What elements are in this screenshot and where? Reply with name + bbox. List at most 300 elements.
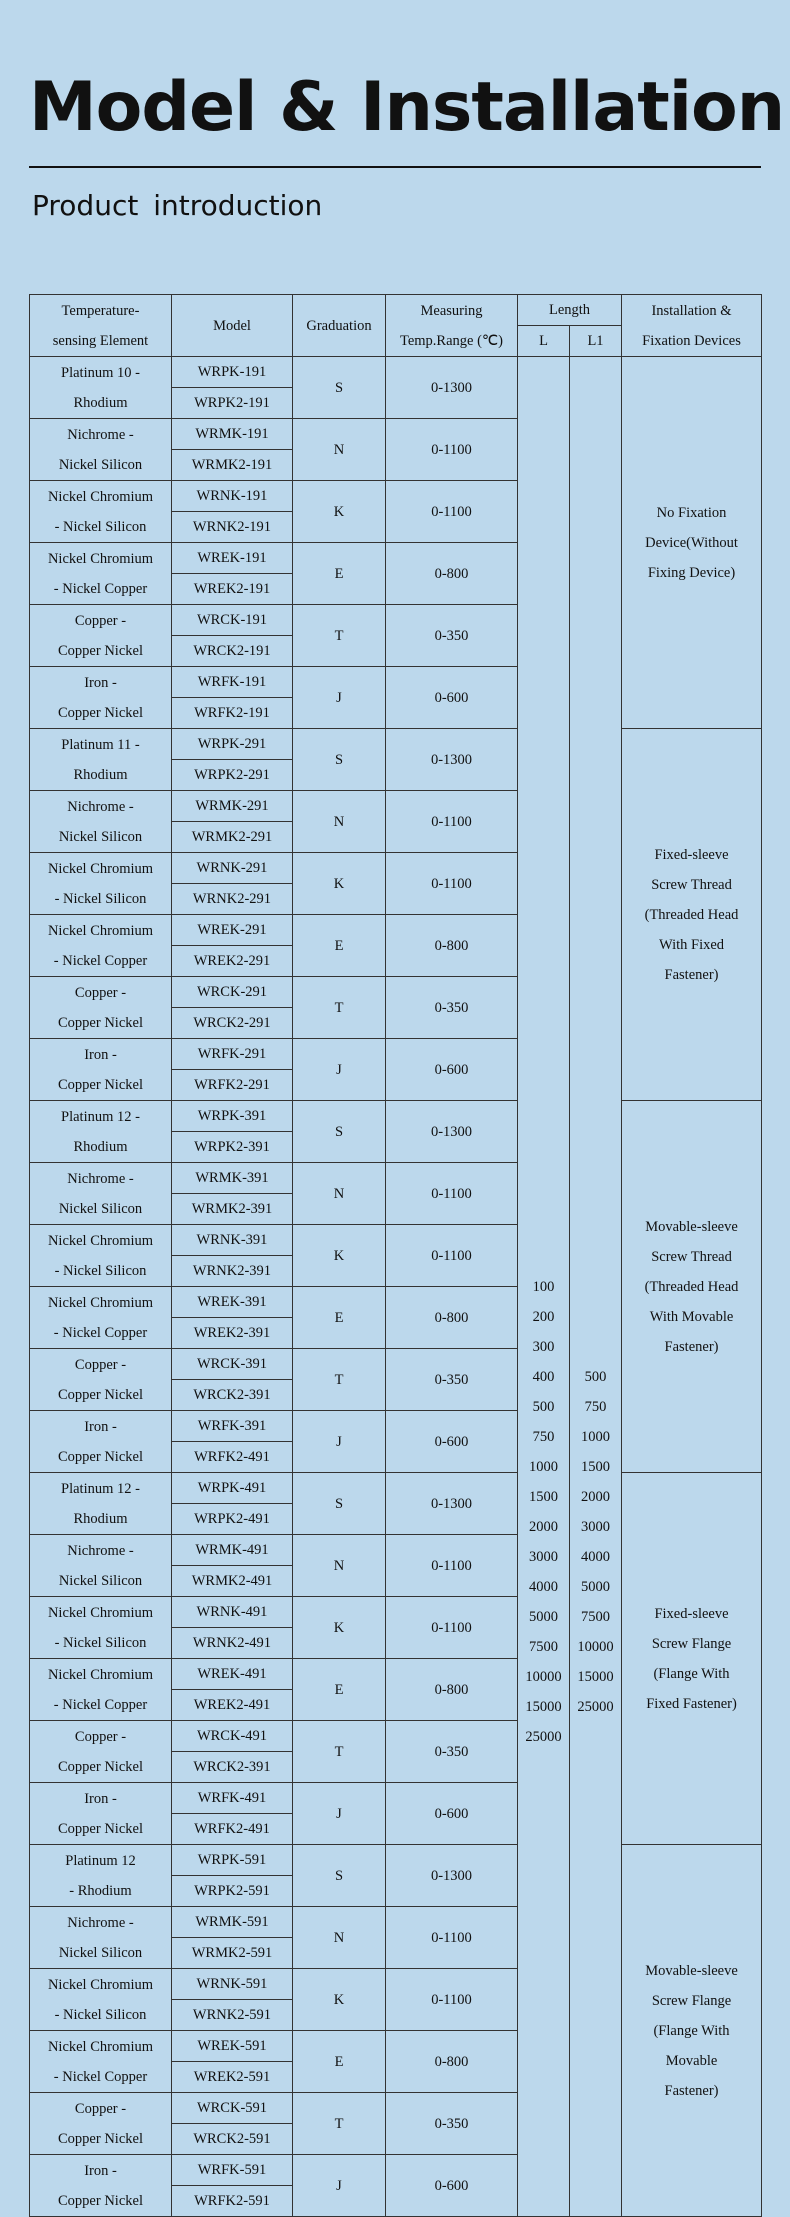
installation-line: Fixed Fastener) <box>646 1695 737 1712</box>
model-cell: WRMK2-191 <box>172 450 293 481</box>
graduation-cell: E <box>293 915 386 977</box>
model-cell: WRMK2-391 <box>172 1194 293 1225</box>
element-line: Nickel Chromium <box>47 922 154 939</box>
model-cell: WRNK-191 <box>172 481 293 512</box>
model-cell: WRCK-491 <box>172 1721 293 1752</box>
header-length-l: L <box>518 326 570 357</box>
model-cell: WREK-491 <box>172 1659 293 1690</box>
element-line: Copper - <box>74 984 127 1001</box>
installation-line: (Threaded Head <box>644 1278 739 1295</box>
model-cell: WRCK2-291 <box>172 1008 293 1039</box>
range-cell: 0-600 <box>386 1411 518 1473</box>
spacer <box>518 1212 569 1242</box>
graduation-cell: E <box>293 1659 386 1721</box>
element-line: Copper Nickel <box>58 1820 143 1837</box>
spec-table <box>29 294 762 2217</box>
header-element-line1: Temperature- <box>61 302 140 319</box>
element-line: Rhodium <box>73 394 128 411</box>
installation-line: No Fixation <box>656 504 727 521</box>
model-cell: WRMK2-591 <box>172 1938 293 1969</box>
model-cell: WRNK-291 <box>172 853 293 884</box>
model-cell: WREK2-491 <box>172 1690 293 1721</box>
model-cell: WRFK-291 <box>172 1039 293 1070</box>
element-cell <box>30 1039 172 1101</box>
element-cell <box>30 915 172 977</box>
element-line: - Nickel Copper <box>53 952 148 969</box>
element-line: Nichrome - <box>67 1542 134 1559</box>
installation-cell <box>622 1845 762 2217</box>
spacer <box>518 1152 569 1182</box>
model-cell: WREK2-391 <box>172 1318 293 1349</box>
model-cell: WRNK2-291 <box>172 884 293 915</box>
installation-line: (Threaded Head <box>644 906 739 923</box>
header-element-line2: sensing Element <box>52 332 149 349</box>
model-cell: WRPK2-191 <box>172 388 293 419</box>
installation-cell <box>622 357 762 729</box>
spacer <box>518 1032 569 1062</box>
installation-line: Movable-sleeve <box>645 1218 738 1235</box>
element-cell <box>30 853 172 915</box>
graduation-cell: N <box>293 1907 386 1969</box>
element-line: Nickel Chromium <box>47 860 154 877</box>
installation-line: Fixing Device) <box>647 564 736 581</box>
length-l-value: 15000 <box>525 1698 562 1715</box>
element-cell <box>30 1473 172 1535</box>
graduation-cell: S <box>293 1101 386 1163</box>
model-cell: WRMK-591 <box>172 1907 293 1938</box>
length-l-value: 200 <box>532 1308 555 1325</box>
element-cell <box>30 2031 172 2093</box>
element-line: - Nickel Silicon <box>54 2006 147 2023</box>
spacer <box>570 852 621 882</box>
graduation-cell: J <box>293 1039 386 1101</box>
element-line: Nichrome - <box>67 1914 134 1931</box>
element-cell <box>30 729 172 791</box>
installation-line: Fixed-sleeve <box>654 846 729 863</box>
installation-cell <box>622 729 762 1101</box>
length-l-value: 4000 <box>529 1578 558 1595</box>
element-cell <box>30 1721 172 1783</box>
model-cell: WRNK2-591 <box>172 2000 293 2031</box>
length-l1-value: 5000 <box>581 1578 610 1595</box>
length-l1-value: 25000 <box>577 1698 614 1715</box>
header-installation <box>622 295 762 357</box>
model-cell: WRFK2-291 <box>172 1070 293 1101</box>
element-cell <box>30 977 172 1039</box>
range-cell: 0-1300 <box>386 729 518 791</box>
graduation-cell: J <box>293 667 386 729</box>
spacer <box>518 852 569 882</box>
element-line: Copper Nickel <box>58 1076 143 1093</box>
range-cell: 0-1100 <box>386 1225 518 1287</box>
model-cell: WRCK-291 <box>172 977 293 1008</box>
element-line: - Nickel Silicon <box>54 1262 147 1279</box>
length-l1-value: 15000 <box>577 1668 614 1685</box>
graduation-cell: N <box>293 1535 386 1597</box>
graduation-cell: T <box>293 605 386 667</box>
range-cell: 0-800 <box>386 1659 518 1721</box>
element-line: - Nickel Silicon <box>54 1634 147 1651</box>
graduation-cell: N <box>293 1163 386 1225</box>
table-row <box>30 1473 762 1504</box>
graduation-cell: S <box>293 729 386 791</box>
element-line: Nickel Chromium <box>47 2038 154 2055</box>
installation-line: Movable <box>665 2052 718 2069</box>
model-cell: WREK-391 <box>172 1287 293 1318</box>
spacer <box>518 1122 569 1152</box>
length-l-value: 100 <box>532 1278 555 1295</box>
element-line: - Nickel Silicon <box>54 890 147 907</box>
element-cell <box>30 2155 172 2217</box>
model-cell: WRNK2-391 <box>172 1256 293 1287</box>
header-length: Length <box>518 295 622 326</box>
table-row <box>30 729 762 760</box>
graduation-cell: J <box>293 2155 386 2217</box>
element-line: Copper - <box>74 1728 127 1745</box>
model-cell: WREK2-591 <box>172 2062 293 2093</box>
model-cell: WRFK-191 <box>172 667 293 698</box>
spacer <box>570 912 621 942</box>
section-subtitle: Product introduction <box>32 189 323 222</box>
model-cell: WRPK-491 <box>172 1473 293 1504</box>
range-cell: 0-1300 <box>386 1101 518 1163</box>
model-cell: WRCK2-591 <box>172 2124 293 2155</box>
length-l-value: 7500 <box>529 1638 558 1655</box>
model-cell: WRPK-291 <box>172 729 293 760</box>
element-cell <box>30 1597 172 1659</box>
graduation-cell: S <box>293 357 386 419</box>
model-cell: WRFK2-491 <box>172 1814 293 1845</box>
model-cell: WRCK2-391 <box>172 1380 293 1411</box>
model-cell: WRFK-391 <box>172 1411 293 1442</box>
installation-line: Fastener) <box>664 2082 719 2099</box>
element-line: Iron - <box>84 674 117 691</box>
table-row <box>30 357 762 388</box>
spacer <box>570 1002 621 1032</box>
graduation-cell: K <box>293 1597 386 1659</box>
element-cell <box>30 1225 172 1287</box>
element-line: Nickel Chromium <box>47 1294 154 1311</box>
range-cell: 0-600 <box>386 2155 518 2217</box>
model-cell: WRFK2-491 <box>172 1442 293 1473</box>
installation-line: With Movable <box>649 1308 734 1325</box>
model-cell: WRNK-591 <box>172 1969 293 2000</box>
element-cell <box>30 605 172 667</box>
element-cell <box>30 1349 172 1411</box>
range-cell: 0-800 <box>386 1287 518 1349</box>
model-cell: WRFK2-191 <box>172 698 293 729</box>
range-cell: 0-1300 <box>386 357 518 419</box>
length-l-value: 2000 <box>529 1518 558 1535</box>
range-cell: 0-1100 <box>386 1535 518 1597</box>
graduation-cell: E <box>293 1287 386 1349</box>
installation-line: (Flange With <box>653 2022 730 2039</box>
model-cell: WRMK-391 <box>172 1163 293 1194</box>
range-cell: 0-1100 <box>386 791 518 853</box>
length-l1-value: 500 <box>584 1368 607 1385</box>
spacer <box>570 1302 621 1332</box>
length-l1-value: 10000 <box>577 1638 614 1655</box>
range-cell: 0-1100 <box>386 419 518 481</box>
element-line: Copper Nickel <box>58 642 143 659</box>
header-range-line1: Measuring <box>420 302 483 319</box>
graduation-cell: E <box>293 2031 386 2093</box>
header-length-l1: L1 <box>570 326 622 357</box>
graduation-cell: S <box>293 1473 386 1535</box>
element-cell <box>30 1783 172 1845</box>
model-cell: WRCK2-391 <box>172 1752 293 1783</box>
element-line: Nickel Chromium <box>47 1604 154 1621</box>
model-cell: WRPK-391 <box>172 1101 293 1132</box>
element-cell <box>30 1969 172 2031</box>
length-l-value: 300 <box>532 1338 555 1355</box>
installation-line: Movable-sleeve <box>645 1962 738 1979</box>
length-l1-value: 1000 <box>581 1428 610 1445</box>
element-line: Copper - <box>74 612 127 629</box>
element-line: Copper Nickel <box>58 1448 143 1465</box>
element-line: Copper Nickel <box>58 1386 143 1403</box>
spacer <box>518 822 569 852</box>
installation-cell <box>622 1101 762 1473</box>
spacer <box>570 972 621 1002</box>
spacer <box>518 912 569 942</box>
range-cell: 0-350 <box>386 1349 518 1411</box>
element-line: Nickel Silicon <box>58 1944 143 1961</box>
element-line: - Nickel Copper <box>53 2068 148 2085</box>
title-divider <box>29 166 761 168</box>
graduation-cell: K <box>293 1225 386 1287</box>
graduation-cell: N <box>293 419 386 481</box>
element-cell <box>30 543 172 605</box>
element-line: Nichrome - <box>67 426 134 443</box>
element-line: Rhodium <box>73 1138 128 1155</box>
installation-line: Fastener) <box>664 966 719 983</box>
element-line: - Rhodium <box>69 1882 132 1899</box>
model-cell: WREK-591 <box>172 2031 293 2062</box>
length-l-value: 5000 <box>529 1608 558 1625</box>
range-cell: 0-1100 <box>386 853 518 915</box>
element-line: Copper Nickel <box>58 2192 143 2209</box>
element-line: Platinum 11 - <box>61 736 140 753</box>
installation-line: Fixed-sleeve <box>654 1605 729 1622</box>
element-line: Nickel Silicon <box>58 1200 143 1217</box>
graduation-cell: T <box>293 977 386 1039</box>
header-range-line2: Temp.Range (℃) <box>399 332 504 349</box>
header-range <box>386 295 518 357</box>
model-cell: WRNK-391 <box>172 1225 293 1256</box>
model-cell: WRFK-591 <box>172 2155 293 2186</box>
table-row <box>30 1101 762 1132</box>
range-cell: 0-600 <box>386 1039 518 1101</box>
element-line: Nickel Silicon <box>58 828 143 845</box>
model-cell: WRCK2-191 <box>172 636 293 667</box>
length-l1-value: 2000 <box>581 1488 610 1505</box>
length-l-value: 400 <box>532 1368 555 1385</box>
spacer <box>518 882 569 912</box>
element-cell <box>30 1411 172 1473</box>
element-line: Platinum 12 <box>65 1852 136 1869</box>
element-line: Iron - <box>84 1790 117 1807</box>
element-line: Iron - <box>84 1418 117 1435</box>
spacer <box>570 1092 621 1122</box>
element-cell <box>30 1845 172 1907</box>
model-cell: WRCK-391 <box>172 1349 293 1380</box>
range-cell: 0-1100 <box>386 1597 518 1659</box>
element-cell <box>30 667 172 729</box>
range-cell: 0-350 <box>386 2093 518 2155</box>
installation-line: With Fixed <box>658 936 725 953</box>
model-cell: WRNK2-491 <box>172 1628 293 1659</box>
element-line: - Nickel Copper <box>53 1324 148 1341</box>
range-cell: 0-350 <box>386 977 518 1039</box>
spacer <box>570 1182 621 1212</box>
element-line: Nichrome - <box>67 1170 134 1187</box>
graduation-cell: T <box>293 1721 386 1783</box>
model-cell: WRMK2-291 <box>172 822 293 853</box>
length-l-value: 750 <box>532 1428 555 1445</box>
spec-table-body <box>30 357 762 2217</box>
element-line: Nichrome - <box>67 798 134 815</box>
spacer <box>570 882 621 912</box>
model-cell: WRPK2-291 <box>172 760 293 791</box>
model-cell: WREK2-191 <box>172 574 293 605</box>
graduation-cell: K <box>293 1969 386 2031</box>
length-l-value: 1000 <box>529 1458 558 1475</box>
model-cell: WREK2-291 <box>172 946 293 977</box>
element-line: Copper Nickel <box>58 704 143 721</box>
header-element <box>30 295 172 357</box>
element-cell <box>30 419 172 481</box>
graduation-cell: K <box>293 853 386 915</box>
element-cell <box>30 1287 172 1349</box>
graduation-cell: T <box>293 1349 386 1411</box>
element-line: Nickel Silicon <box>58 456 143 473</box>
element-line: Copper Nickel <box>58 1014 143 1031</box>
spacer <box>570 1152 621 1182</box>
model-cell: WRNK-491 <box>172 1597 293 1628</box>
model-cell: WRFK2-591 <box>172 2186 293 2217</box>
model-cell: WRPK2-491 <box>172 1504 293 1535</box>
model-cell: WRPK2-591 <box>172 1876 293 1907</box>
model-cell: WRPK-591 <box>172 1845 293 1876</box>
length-l1-column <box>570 357 622 2217</box>
length-l1-value: 3000 <box>581 1518 610 1535</box>
spacer <box>570 1062 621 1092</box>
length-l-column <box>518 357 570 2217</box>
element-cell <box>30 2093 172 2155</box>
range-cell: 0-600 <box>386 1783 518 1845</box>
range-cell: 0-800 <box>386 543 518 605</box>
element-line: Nickel Chromium <box>47 550 154 567</box>
spacer <box>570 942 621 972</box>
element-cell <box>30 1659 172 1721</box>
element-line: - Nickel Copper <box>53 1696 148 1713</box>
spacer <box>518 1062 569 1092</box>
element-line: Nickel Chromium <box>47 1666 154 1683</box>
length-l1-value: 7500 <box>581 1608 610 1625</box>
spacer <box>518 1182 569 1212</box>
element-line: Copper Nickel <box>58 1758 143 1775</box>
graduation-cell: J <box>293 1783 386 1845</box>
spacer <box>518 942 569 972</box>
model-cell: WRCK-591 <box>172 2093 293 2124</box>
length-l-value: 3000 <box>529 1548 558 1565</box>
element-line: - Nickel Silicon <box>54 518 147 535</box>
spacer <box>570 1272 621 1302</box>
header-graduation: Graduation <box>293 295 386 357</box>
range-cell: 0-800 <box>386 915 518 977</box>
range-cell: 0-350 <box>386 1721 518 1783</box>
element-line: Rhodium <box>73 1510 128 1527</box>
table-row <box>30 1845 762 1876</box>
element-line: Iron - <box>84 2162 117 2179</box>
installation-cell <box>622 1473 762 1845</box>
element-line: Copper - <box>74 1356 127 1373</box>
model-cell: WRMK2-491 <box>172 1566 293 1597</box>
element-cell <box>30 791 172 853</box>
element-cell <box>30 481 172 543</box>
range-cell: 0-350 <box>386 605 518 667</box>
element-line: Iron - <box>84 1046 117 1063</box>
header-installation-line2: Fixation Devices <box>642 332 741 349</box>
length-l-value: 1500 <box>529 1488 558 1505</box>
range-cell: 0-600 <box>386 667 518 729</box>
model-cell: WRMK-291 <box>172 791 293 822</box>
element-line: Nickel Chromium <box>47 488 154 505</box>
range-cell: 0-1100 <box>386 1907 518 1969</box>
element-line: Rhodium <box>73 766 128 783</box>
model-cell: WRFK-491 <box>172 1783 293 1814</box>
element-cell <box>30 357 172 419</box>
graduation-cell: S <box>293 1845 386 1907</box>
installation-line: Screw Flange <box>651 1992 732 2009</box>
element-line: Nickel Chromium <box>47 1232 154 1249</box>
element-line: Nickel Chromium <box>47 1976 154 1993</box>
range-cell: 0-1300 <box>386 1473 518 1535</box>
installation-line: (Flange With <box>653 1665 730 1682</box>
graduation-cell: J <box>293 1411 386 1473</box>
spacer <box>570 1212 621 1242</box>
element-cell <box>30 1163 172 1225</box>
model-cell: WRNK2-191 <box>172 512 293 543</box>
model-cell: WREK-291 <box>172 915 293 946</box>
graduation-cell: E <box>293 543 386 605</box>
installation-line: Screw Thread <box>651 876 732 893</box>
model-cell: WREK-191 <box>172 543 293 574</box>
page-title: Model & Installation <box>29 68 785 147</box>
element-cell <box>30 1101 172 1163</box>
element-line: Nickel Silicon <box>58 1572 143 1589</box>
spacer <box>518 972 569 1002</box>
model-cell: WRPK2-391 <box>172 1132 293 1163</box>
length-l1-value: 750 <box>584 1398 607 1415</box>
model-cell: WRMK-191 <box>172 419 293 450</box>
header-model: Model <box>172 295 293 357</box>
installation-line: Screw Thread <box>651 1248 732 1265</box>
graduation-cell: N <box>293 791 386 853</box>
range-cell: 0-1100 <box>386 481 518 543</box>
spacer <box>570 1032 621 1062</box>
model-cell: WRCK-191 <box>172 605 293 636</box>
graduation-cell: T <box>293 2093 386 2155</box>
range-cell: 0-1100 <box>386 1969 518 2031</box>
element-line: Platinum 12 - <box>61 1480 140 1497</box>
model-cell: WRMK-491 <box>172 1535 293 1566</box>
length-l1-value: 1500 <box>581 1458 610 1475</box>
element-line: - Nickel Copper <box>53 580 148 597</box>
spacer <box>570 1242 621 1272</box>
model-cell: WRPK-191 <box>172 357 293 388</box>
